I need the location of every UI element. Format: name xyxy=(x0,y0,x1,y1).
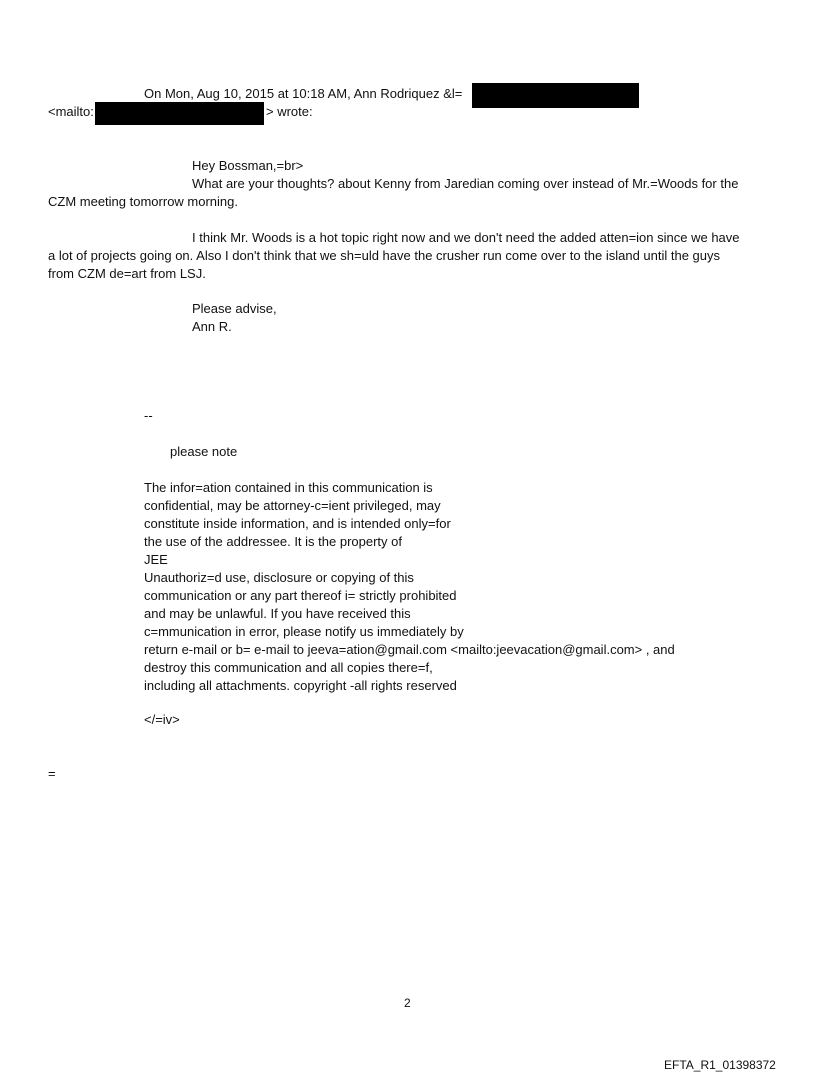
disclaimer-line: c=mmunication in error, please notify us immediately by xyxy=(144,624,464,639)
paragraph-2-line-2: a lot of projects going on. Also I don't think that we sh=uld have the crusher run come over to the island until the guys xyxy=(48,248,721,263)
closing: Please advise, xyxy=(192,301,277,316)
note-title: please note xyxy=(170,444,238,459)
page-number: 2 xyxy=(404,996,411,1010)
disclaimer-line: destroy this communication and all copies there=f, xyxy=(144,660,433,675)
disclaimer-line: The infor=ation contained in this communication is xyxy=(144,480,433,495)
document-id: EFTA_R1_01398372 xyxy=(664,1058,776,1072)
signature: Ann R. xyxy=(192,319,232,334)
disclaimer-line: Unauthoriz=d use, disclosure or copying of this xyxy=(144,570,414,585)
disclaimer-block xyxy=(144,479,675,695)
close-tag: </=iv> xyxy=(144,712,180,727)
disclaimer-line: communication or any part thereof i= strictly prohibited xyxy=(144,588,457,603)
paragraph-2-line-3: from CZM de=art from LSJ. xyxy=(48,266,206,281)
separator: -- xyxy=(144,408,153,423)
disclaimer-line: confidential, may be attorney-c=ient privileged, may xyxy=(144,498,441,513)
equals-sign: = xyxy=(48,766,56,781)
disclaimer-line: JEE xyxy=(144,552,168,567)
paragraph-1-line-2: CZM meeting tomorrow morning. xyxy=(48,194,238,209)
disclaimer-line: return e-mail or b= e-mail to jeeva=ation@gmail.com <mailto:jeevacation@gmail.com> , and xyxy=(144,642,675,657)
paragraph-2-line-1: I think Mr. Woods is a hot topic right now and we don't need the added atten=ion since we have xyxy=(192,230,740,245)
header-line: On Mon, Aug 10, 2015 at 10:18 AM, Ann Rodriquez &l= xyxy=(144,86,463,101)
redaction-bar-mailto xyxy=(95,102,264,125)
disclaimer-line: constitute inside information, and is intended only=for xyxy=(144,516,451,531)
disclaimer-line: and may be unlawful. If you have received this xyxy=(144,606,411,621)
redaction-bar-email xyxy=(472,83,639,108)
wrote-text: > wrote: xyxy=(266,104,313,119)
greeting: Hey Bossman,=br> xyxy=(192,158,304,173)
paragraph-1-line-1: What are your thoughts? about Kenny from Jaredian coming over instead of Mr.=Woods for the xyxy=(192,176,739,191)
disclaimer-line: the use of the addressee. It is the property of xyxy=(144,534,402,549)
mailto-prefix: <mailto: xyxy=(48,104,94,119)
disclaimer-line: including all attachments. copyright -all rights reserved xyxy=(144,678,457,693)
